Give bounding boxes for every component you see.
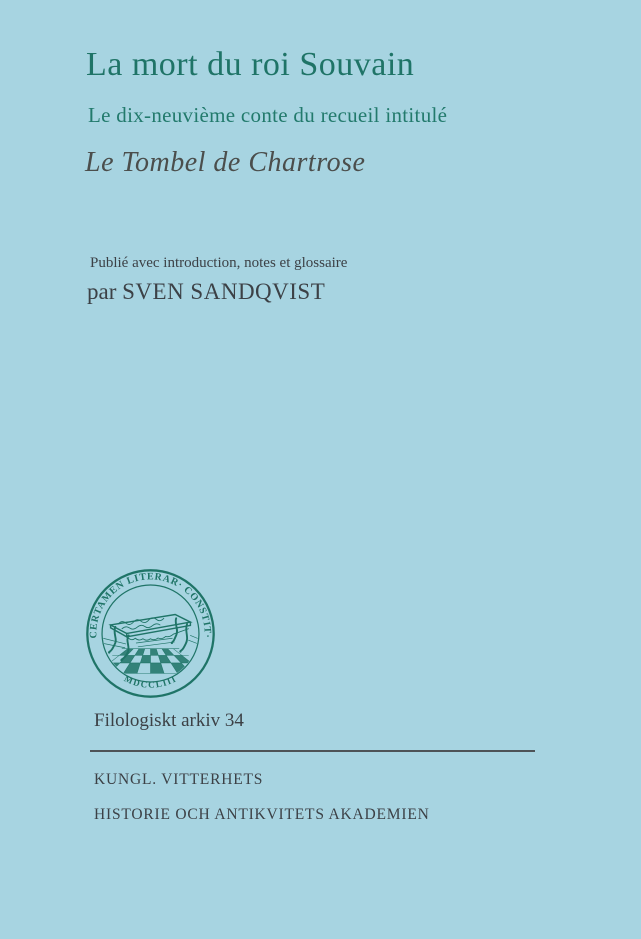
publisher-line-1: KUNGL. VITTERHETS bbox=[94, 771, 264, 788]
academy-seal-icon bbox=[84, 567, 217, 700]
author-line bbox=[87, 279, 325, 305]
publisher-line-2: HISTORIE OCH ANTIKVITETS AKADEMIEN bbox=[94, 806, 430, 823]
seal-table-emblem bbox=[94, 615, 208, 674]
seal-outer-ring bbox=[87, 570, 213, 696]
author-prefix: par bbox=[87, 279, 123, 304]
author-name: SVEN SANDQVIST bbox=[122, 279, 326, 304]
book-title: La mort du roi Souvain bbox=[86, 46, 415, 83]
series-title: Filologiskt arkiv 34 bbox=[94, 710, 244, 731]
book-subtitle: Le dix-neuvième conte du recueil intitulé bbox=[88, 103, 448, 127]
work-title: Le Tombel de Chartrose bbox=[85, 147, 366, 178]
publication-note: Publié avec introduction, notes et glossaire bbox=[90, 255, 348, 271]
seal-legend-top: CERTAMEN LITERAR· CONSTIT· bbox=[88, 571, 213, 639]
seal-legend-bottom: MDCCLIII bbox=[122, 673, 179, 690]
divider-rule bbox=[90, 750, 535, 752]
academy-seal bbox=[84, 567, 217, 700]
